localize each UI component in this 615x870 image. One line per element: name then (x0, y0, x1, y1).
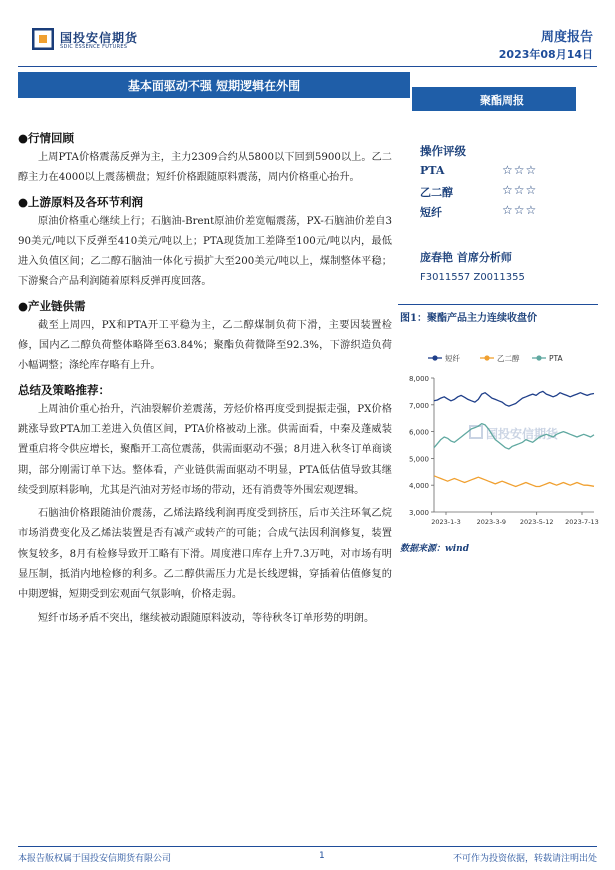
star-rating-icon: ☆☆☆ (502, 163, 538, 177)
watermark-text: 国投安信期货 (486, 427, 559, 441)
section-heading-market-review: ●行情回顾 (18, 131, 75, 145)
report-title: 基本面驱动不强 短期逻辑在外围 (127, 79, 301, 93)
series-line (434, 476, 594, 487)
page-number: 1 (319, 851, 325, 861)
legend-label: 乙二醇 (497, 354, 520, 363)
analyst-name: 庞春艳 首席分析师 (420, 251, 512, 264)
figure-divider (398, 304, 598, 305)
x-tick-label: 2023-5-12 (519, 518, 554, 526)
x-tick-label: 2023-7-13 (565, 518, 599, 526)
star-rating-icon: ☆☆☆ (502, 183, 538, 197)
legend-marker-icon (536, 355, 541, 360)
section-paragraph: 短纤市场矛盾不突出，继续被动跟随原料波动，等待秋冬订单形势的明朗。 (38, 612, 375, 624)
x-tick-label: 2023-1-3 (431, 518, 461, 526)
main-content (18, 128, 392, 632)
series-line (434, 391, 594, 406)
y-tick-label: 3,000 (408, 509, 429, 517)
x-tick-label: 2023-3-9 (476, 518, 507, 526)
figure-title: 图1：聚酯产品主力连续收盘价 (400, 313, 537, 324)
legend-marker-icon (432, 355, 437, 360)
rating-name: 乙二醇 (420, 186, 453, 199)
section-paragraph: 截至上周四，PX和PTA开工平稳为主，乙二醇煤制负荷下滑，主要因装置检修，国内乙二醇负荷整体略降至63.84%；聚酯负荷微降至92.3%，下游织造负荷小幅调整；涤纶库存略有上升。 (18, 319, 392, 372)
rating-row-pta (420, 164, 570, 184)
rating-title: 操作评级 (420, 144, 466, 158)
section-paragraph: 上周PTA价格震荡反弹为主，主力2309合约从5800以下回到5900以上。乙二醇主力在4000以上震荡横盘；短纤价格跟随原料震荡，周内价格重心抬升。 (18, 152, 392, 184)
star-rating-icon: ☆☆☆ (502, 203, 538, 217)
footer-divider (18, 846, 597, 847)
section-heading-summary-strategy: 总结及策略推荐： (18, 382, 110, 397)
y-tick-label: 5,000 (408, 455, 429, 464)
price-chart-svg (398, 340, 603, 535)
data-source: 数据来源：wind (400, 544, 470, 554)
report-date: 2023年08月14日 (498, 48, 593, 61)
rating-row-short-fiber (420, 204, 570, 224)
rating-row-meg (420, 184, 570, 204)
chart-legend (428, 353, 564, 363)
y-tick-label: 6,000 (408, 428, 429, 437)
section-paragraph: 原油价格重心继续上行；石脑油-Brent原油价差宽幅震荡，PX-石脑油价差自390美元/吨以下反弹至410美元/吨以上；PTA现货加工差降至100元/吨以内，最低进入负值区间；乙二醇石脑油一体化亏损扩大至200美元/吨以上，煤制整体平稳；下游聚合产品利润随着原料反弹再度回落。 (18, 215, 392, 288)
section-heading-upstream-profit: ●上游原料及各环节利润 (18, 194, 144, 209)
rating-name: 短纤 (420, 206, 442, 219)
side-tag-label: 聚酯周报 (480, 94, 524, 107)
chart-watermark (470, 426, 559, 441)
chart-axes (409, 375, 599, 526)
header-divider (18, 66, 597, 67)
price-chart (398, 340, 603, 535)
legend-label: PTA (549, 354, 563, 363)
section-paragraph: 石脑油价格跟随油价震荡，乙烯法路线利润再度受到挤压，后市关注环氧乙烷市场消费变化及乙烯法装置是否有减产或转产的可能；合成气法因利润修复，装置恢复较多，8月有检修导致开工略有下滑。周度港口库存上升7.3万吨，对市场有明显压制，抵消内地检修的利多。乙二醇供需压力尤是长线逻辑，穿插着估值修复的中期逻辑，短期受到宏观面气氛影响，价格走弱。 (18, 508, 392, 601)
legend-label: 短纤 (445, 354, 460, 363)
footer-copyright: 本报告版权属于国投安信期货有限公司 (18, 854, 172, 864)
company-logo (32, 28, 152, 58)
side-tag (412, 87, 576, 111)
section-heading-supply-demand: ●产业链供需 (18, 298, 86, 313)
logo-text-cn: 国投安信期货 (60, 31, 139, 45)
y-tick-label: 8,000 (408, 375, 429, 383)
y-tick-label: 7,000 (408, 401, 429, 410)
logo-mark-icon (32, 28, 54, 50)
legend-marker-icon (484, 355, 489, 360)
y-tick-label: 4,000 (408, 482, 429, 491)
rating-name: PTA (420, 164, 445, 177)
analyst-id: F3011557 Z0011355 (420, 272, 525, 283)
section-paragraph: 上周油价重心抬升，汽油裂解价差震荡，芳烃价格再度受到提振走强，PX价格跳涨导致PTA加工差进入负值区间，PTA价格被动上涨。供需面看，中秦及蓬威装置重启将令供应增长，聚酯开工高位震荡，供需面驱动不强；8月进入秋冬订单商谈期，部分刚需订单下达。整体看，产业链供需面驱动不明显，PTA低估值导致其继续受到原料影响，尤其是汽油对芳烃市场的带动，还有消费等外围宏观逻辑。 (18, 403, 392, 496)
title-banner (18, 72, 410, 98)
logo-text-en: SDIC ESSENCE FUTURES (60, 44, 128, 50)
report-type: 周度报告 (540, 30, 593, 45)
footer-disclaimer: 不可作为投资依据，转载请注明出处 (452, 854, 597, 864)
